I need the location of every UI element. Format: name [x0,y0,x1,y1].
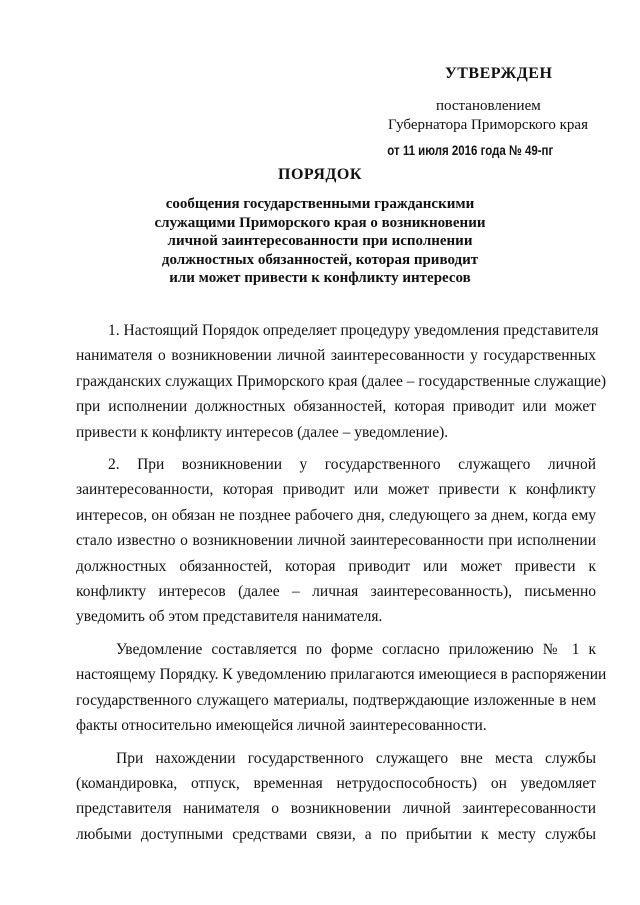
approval-stamp [384,64,620,160]
subtitle-line: сообщения государственными гражданскими [165,196,475,212]
text-line: государственного служащего материалы, подтверждающие изложенные в нем [76,691,596,709]
text-line: должностных обязанностей, которая приводит или может привести к [76,557,596,575]
subtitle-line: личной заинтересованности при исполнении [167,233,473,249]
text-line: привести к конфликту интересов (далее – уведомление). [76,423,449,441]
text-line: представителя нанимателя о возникновении личной заинтересованности [76,800,596,818]
approval-date-number: от 11 июля 2016 года № 49-пг [387,142,554,158]
text-line: 1. Настоящий Порядок определяет процедуру уведомления представителя [108,322,599,339]
text-line: факты относительно имеющейся личной заинтересованности. [76,717,487,735]
text-line: 2. При возникновении у государственного служащего личной [108,456,596,474]
subtitle-line: должностных обязанностей, которая приводит [161,251,479,268]
document-subtitle [150,195,490,288]
text-line: (командировка, отпуск, временная нетрудоспособность) он уведомляет [76,774,596,792]
approval-line-1: постановлением [436,98,541,114]
text-line: при исполнении должностных обязанностей, которая приводит или может [76,398,596,416]
approval-line-2: Губернатора Приморского края [388,117,588,133]
paragraph-3 [76,637,607,739]
paragraph-4 [76,746,596,848]
text-line: нанимателя о возникновении личной заинтересованности у государственных [76,347,596,365]
document-body [76,318,607,847]
text-line: интересов, он обязан не позднее рабочего дня, следующего за днем, когда ему [76,506,596,524]
text-line: настоящему Порядку. К уведомлению прилагаются имеющиеся в распоряжении [76,666,607,684]
text-line: Уведомление составляется по форме согласно приложению № 1 к [116,640,596,658]
text-line: любыми доступными средствами связи, а по прибытии к месту службы [76,825,596,843]
subtitle-line: служащими Приморского края о возникновении [154,214,486,231]
text-line: конфликту интересов (далее – личная заинтересованность), письменно [76,583,596,601]
paragraph-2 [76,452,596,630]
text-line: При нахождении государственного служащего вне места службы [116,749,596,767]
approval-title: УТВЕРЖДЕН [445,65,553,82]
text-line: уведомить об этом представителя нанимателя. [76,608,383,626]
text-line: заинтересованности, которая приводит или может привести к конфликту [76,481,596,499]
paragraph-1 [76,318,607,445]
text-line: стало известно о возникновении личной заинтересованности при исполнении [76,532,596,550]
subtitle-line: или может привести к конфликту интересов [169,270,471,286]
text-line: гражданских служащих Приморского края (далее – государственные служащие) [76,372,607,390]
document-title: ПОРЯДОК [278,166,362,183]
